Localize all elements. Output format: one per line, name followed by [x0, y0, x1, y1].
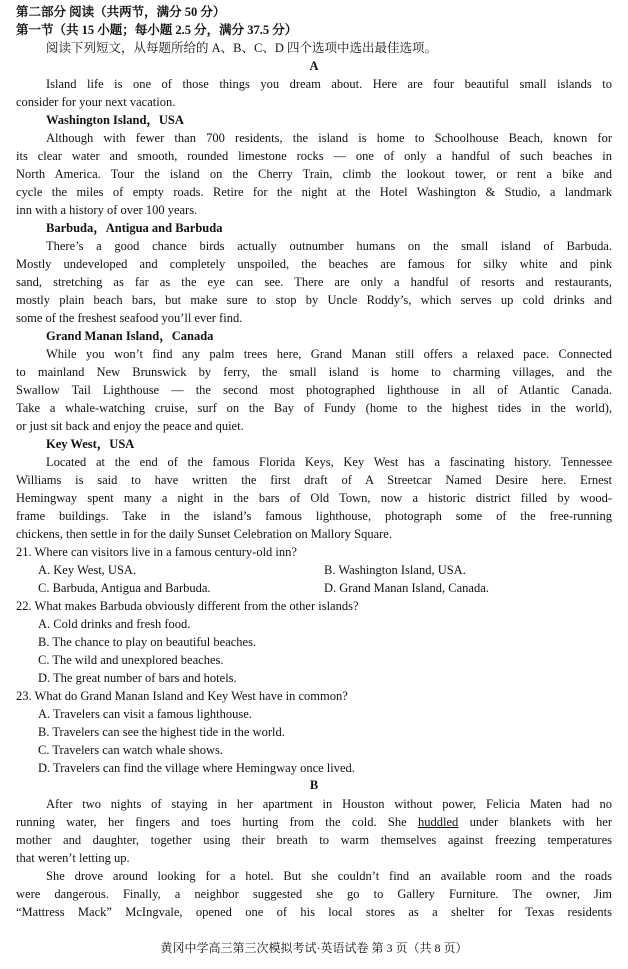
question-21-option-a: A. Key West, USA.: [38, 563, 137, 577]
question-23-option-c: C. Travelers can watch whale shows.: [38, 743, 224, 757]
passage-line: She drove around looking for a hotel. But she couldn’t find an available room and the roads: [46, 869, 612, 883]
passage-line: cycle the miles of empty roads. Retire for the night at the Hotel Washington & Studio, a landmark: [16, 185, 612, 199]
passage-line: inn with a history of over 100 years.: [16, 203, 198, 217]
passage-line: sand, stretching as far as the eye can see. There are only a handful of resorts and restaurants,: [16, 275, 612, 289]
passage-a-label: A: [309, 59, 319, 73]
question-22-option-b: B. The chance to play on beautiful beaches.: [38, 635, 257, 649]
passage-line: Take a whale-watching cruise, surf on the Bay of Fundy (home to the highest tides in the world),: [16, 401, 612, 415]
question-21-option-c: C. Barbuda, Antigua and Barbuda.: [38, 581, 211, 595]
page-footer: 黄冈中学高三第三次模拟考试·英语试卷 第 3 页（共 8 页）: [160, 941, 468, 955]
passage-line: After two nights of staying in her apartment in Houston without power, Felicia Maten had no: [46, 797, 612, 811]
passage-line: its clear water and smooth, rounded limestone rocks — one of only a handful of such beaches in: [16, 149, 612, 163]
passage-line: Hemingway spent many a night in the bars of Old Town, now a historic district filled by wood-: [16, 491, 612, 505]
question-22-option-d: D. The great number of bars and hotels.: [38, 671, 237, 685]
passage-text: running water, her fingers and toes hurting from the cold. She: [16, 815, 419, 829]
question-23-option-a: A. Travelers can visit a famous lighthouse.: [38, 707, 252, 721]
section-heading: 第一节（共 15 小题；每小题 2.5 分，满分 37.5 分）: [16, 23, 298, 37]
question-21-stem: 21. Where can visitors live in a famous century-old inn?: [16, 545, 297, 559]
barbuda-heading: Barbuda，Antigua and Barbuda: [46, 221, 223, 235]
washington-island-heading: Washington Island，USA: [46, 113, 184, 127]
question-22-option-a: A. Cold drinks and fresh food.: [38, 617, 191, 631]
passage-line: chickens, then settle in for the daily Sunset Celebration on Mallory Square.: [16, 527, 392, 541]
passage-text: under blankets with her: [458, 815, 612, 829]
passage-b-label: B: [309, 778, 319, 792]
passage-line: mostly plain beach bars, but make sure to stop by Uncle Roddy’s, which serves up cold drinks and: [16, 293, 612, 307]
question-22-stem: 22. What makes Barbuda obviously different from the other islands?: [16, 599, 359, 613]
question-23-option-d: D. Travelers can find the village where Hemingway once lived.: [38, 761, 355, 775]
passage-line: While you won’t find any palm trees here, Grand Manan still offers a relaxed pace. Connected: [46, 347, 612, 361]
passage-line: were dangerous. Finally, a neighbor suggested she go to Gallery Furniture. The owner, Jim: [16, 887, 612, 901]
passage-line: some of the freshest seafood you’ll ever find.: [16, 311, 243, 325]
instruction: 阅读下列短文，从每题所给的 A、B、C、D 四个选项中选出最佳选项。: [46, 41, 437, 55]
passage-line: There’s a good chance birds actually outnumber humans on the small island of Barbuda.: [46, 239, 612, 253]
passage-line: North America. Tour the island on the Cherry Train, climb the lookout tower, or rent a bike and: [16, 167, 612, 181]
part-heading: 第二部分 阅读（共两节，满分 50 分）: [16, 5, 226, 19]
intro-line: Island life is one of those things you dream about. Here are four beautiful small islands to: [46, 77, 612, 91]
question-21-option-d: D. Grand Manan Island, Canada.: [324, 581, 489, 595]
passage-line: Williams is said to have written the first draft of A Streetcar Named Desire here. Ernest: [16, 473, 612, 487]
passage-line: “Mattress Mack” McIngvale, opened one of his local stores as a shelter for Texas residents: [16, 905, 612, 919]
passage-line: Although with fewer than 700 residents, the island is home to Schoolhouse Beach, known for: [46, 131, 612, 145]
underlined-word-huddled: huddled: [418, 815, 459, 829]
passage-line: that weren’t letting up.: [16, 851, 130, 865]
passage-line: Located at the end of the famous Florida Keys, Key West has a fascinating history. Tennessee: [46, 455, 612, 469]
key-west-heading: Key West，USA: [46, 437, 135, 451]
question-23-stem: 23. What do Grand Manan Island and Key West have in common?: [16, 689, 348, 703]
grand-manan-heading: Grand Manan Island，Canada: [46, 329, 214, 343]
passage-line: [16, 814, 612, 832]
question-23-option-b: B. Travelers can see the highest tide in the world.: [38, 725, 285, 739]
passage-line: Mostly undeveloped and completely unspoiled, the beaches are famous for silky white and pink: [16, 257, 612, 271]
passage-line: mother and daughter, together using their breath to warm themselves against freezing temperatures: [16, 833, 612, 847]
question-21-option-b: B. Washington Island, USA.: [324, 563, 466, 577]
passage-line: frame buildings. Take in the island’s famous lighthouse, photograph some of the free-running: [16, 509, 612, 523]
passage-line: to mainland New Brunswick by ferry, the small island is home to charming villages, and the: [16, 365, 612, 379]
passage-line: Swallow Tail Lighthouse — the second most photographed lighthouse in all of Atlantic Canada.: [16, 383, 612, 397]
question-22-option-c: C. The wild and unexplored beaches.: [38, 653, 224, 667]
intro-line: consider for your next vacation.: [16, 95, 176, 109]
passage-line: or just sit back and enjoy the peace and quiet.: [16, 419, 244, 433]
